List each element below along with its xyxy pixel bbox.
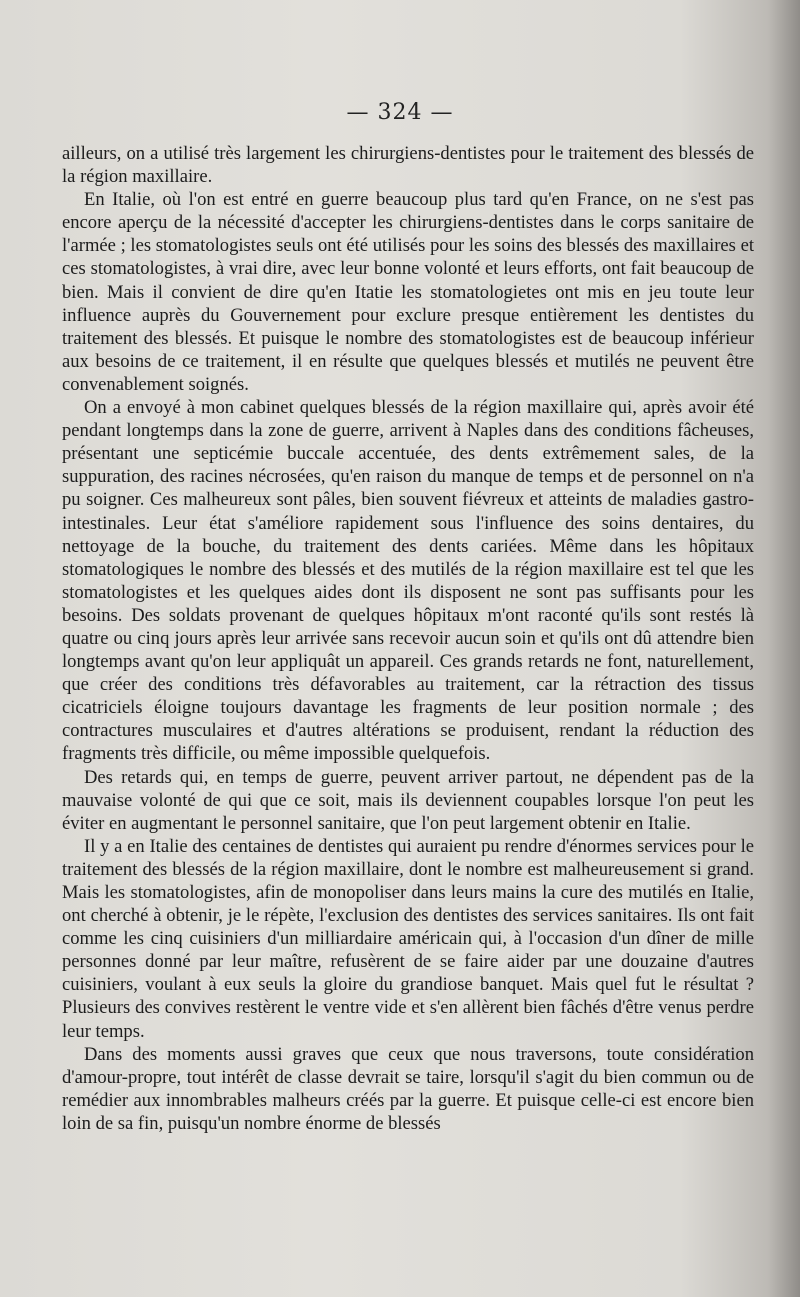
paragraph-2: En Italie, où l'on est entré en guerre beaucoup plus tard qu'en France, on ne s'est pas encore aperçu de la nécessité d'accepter les chirurgiens-dentistes dans le corps sanitaire de l'armée ; les stomatologistes seuls ont été utilisés pour les soins des blessés des maxillaires et ces stomatologistes, à vrai dire, avec leur bonne volonté et leurs efforts, ont fait beaucoup de bien. Mais il convient de dire qu'en Itatie les stomatologietes ont mis en jeu toute leur influence auprès du Gouvernement pour exclure presque entièrement les dentistes du traitement des blessés. Et puisque le nombre des stomatologistes est de beaucoup inférieur aux besoins de ce traitement, il en résulte que quelques blessés et mutilés ne peuvent être convenablement soignés. [62,189,754,395]
paragraph-1: ailleurs, on a utilisé très largement les chirurgiens-dentistes pour le traitement des blessés de la région maxillaire. [62,143,754,188]
page-text [62,142,754,1135]
paragraph-4: Des retards qui, en temps de guerre, peuvent arriver partout, ne dépendent pas de la mauvaise volonté de qui que ce soit, mais ils deviennent coupables lorsque l'on peut les éviter en augmentant le personnel sanitaire, que l'on peut largement obtenir en Italie. [62,766,754,834]
paragraph-3: On a envoyé à mon cabinet quelques blessés de la région maxillaire qui, après avoir été pendant longtemps dans la zone de guerre, arrivent à Naples dans des conditions fâcheuses, présentant une septicémie buccale accentuée, des dents extrêmement sales, de la suppuration, des racines nécrosées, qu'en raison du manque de temps et de personnel on n'a pu soigner. Ces malheureux sont pâles, bien souvent fiévreux et atteints de maladies gastro-intestinales. Leur état s'améliore rapidement sous l'influence des soins dentaires, du nettoyage de la bouche, du traitement des dents cariées. Même dans les hôpitaux stomatologiques le nombre des blessés et des mutilés de la région maxillaire est tel que les stomatologistes et les quelques aides dont ils disposent ne sont pas suffisants pour les besoins. Des soldats provenant de quelques hôpitaux m'ont raconté qu'ils sont restés là quatre ou cinq jours après leur arrivée sans recevoir aucun soin et qu'ils ont dû attendre bien longtemps avant qu'on leur appliquât un appareil. Ces grands retards ne font, naturellement, que créer des conditions très défavorables au traitement, car la rétraction des tissus cicatriciels éloigne toujours davantage les fragments de leur position normale ; des contractures musculaires et d'autres altérations se produisent, rendant la réduction des fragments très difficile, ou même impossible quelquefois. [62,397,754,765]
page-number: — 324 — [346,100,454,125]
paragraph-5: Il y a en Italie des centaines de dentistes qui auraient pu rendre d'énormes services pour le traitement des blessés de la région maxillaire, dont le nombre est malheureusement si grand. Mais les stomatologistes, afin de monopoliser dans leurs mains la cure des mutilés en Italie, ont cherché à obtenir, je le répète, l'exclusion des dentistes des services sanitaires. Ils ont fait comme les cinq cuisiniers d'un milliardaire américain qui, à l'occasion d'un dîner de mille personnes donné par leur maître, refusèrent de se faire aider par une douzaine d'autres cuisiniers, voulant à eux seuls la gloire du grandiose banquet. Mais quel fut le résultat ? Plusieurs des convives restèrent le ventre vide et s'en allèrent bien fâchés d'être venus perdre leur temps. [62,835,754,1042]
paragraph-6: Dans des moments aussi graves que ceux que nous traversons, toute considération d'amour-propre, tout intérêt de classe devrait se taire, lorsqu'il s'agit du bien commun ou de remédier aux innombrables malheurs créés par la guerre. Et puisque celle-ci est encore bien loin de sa fin, puisqu'un nombre énorme de blessés [62,1043,754,1134]
